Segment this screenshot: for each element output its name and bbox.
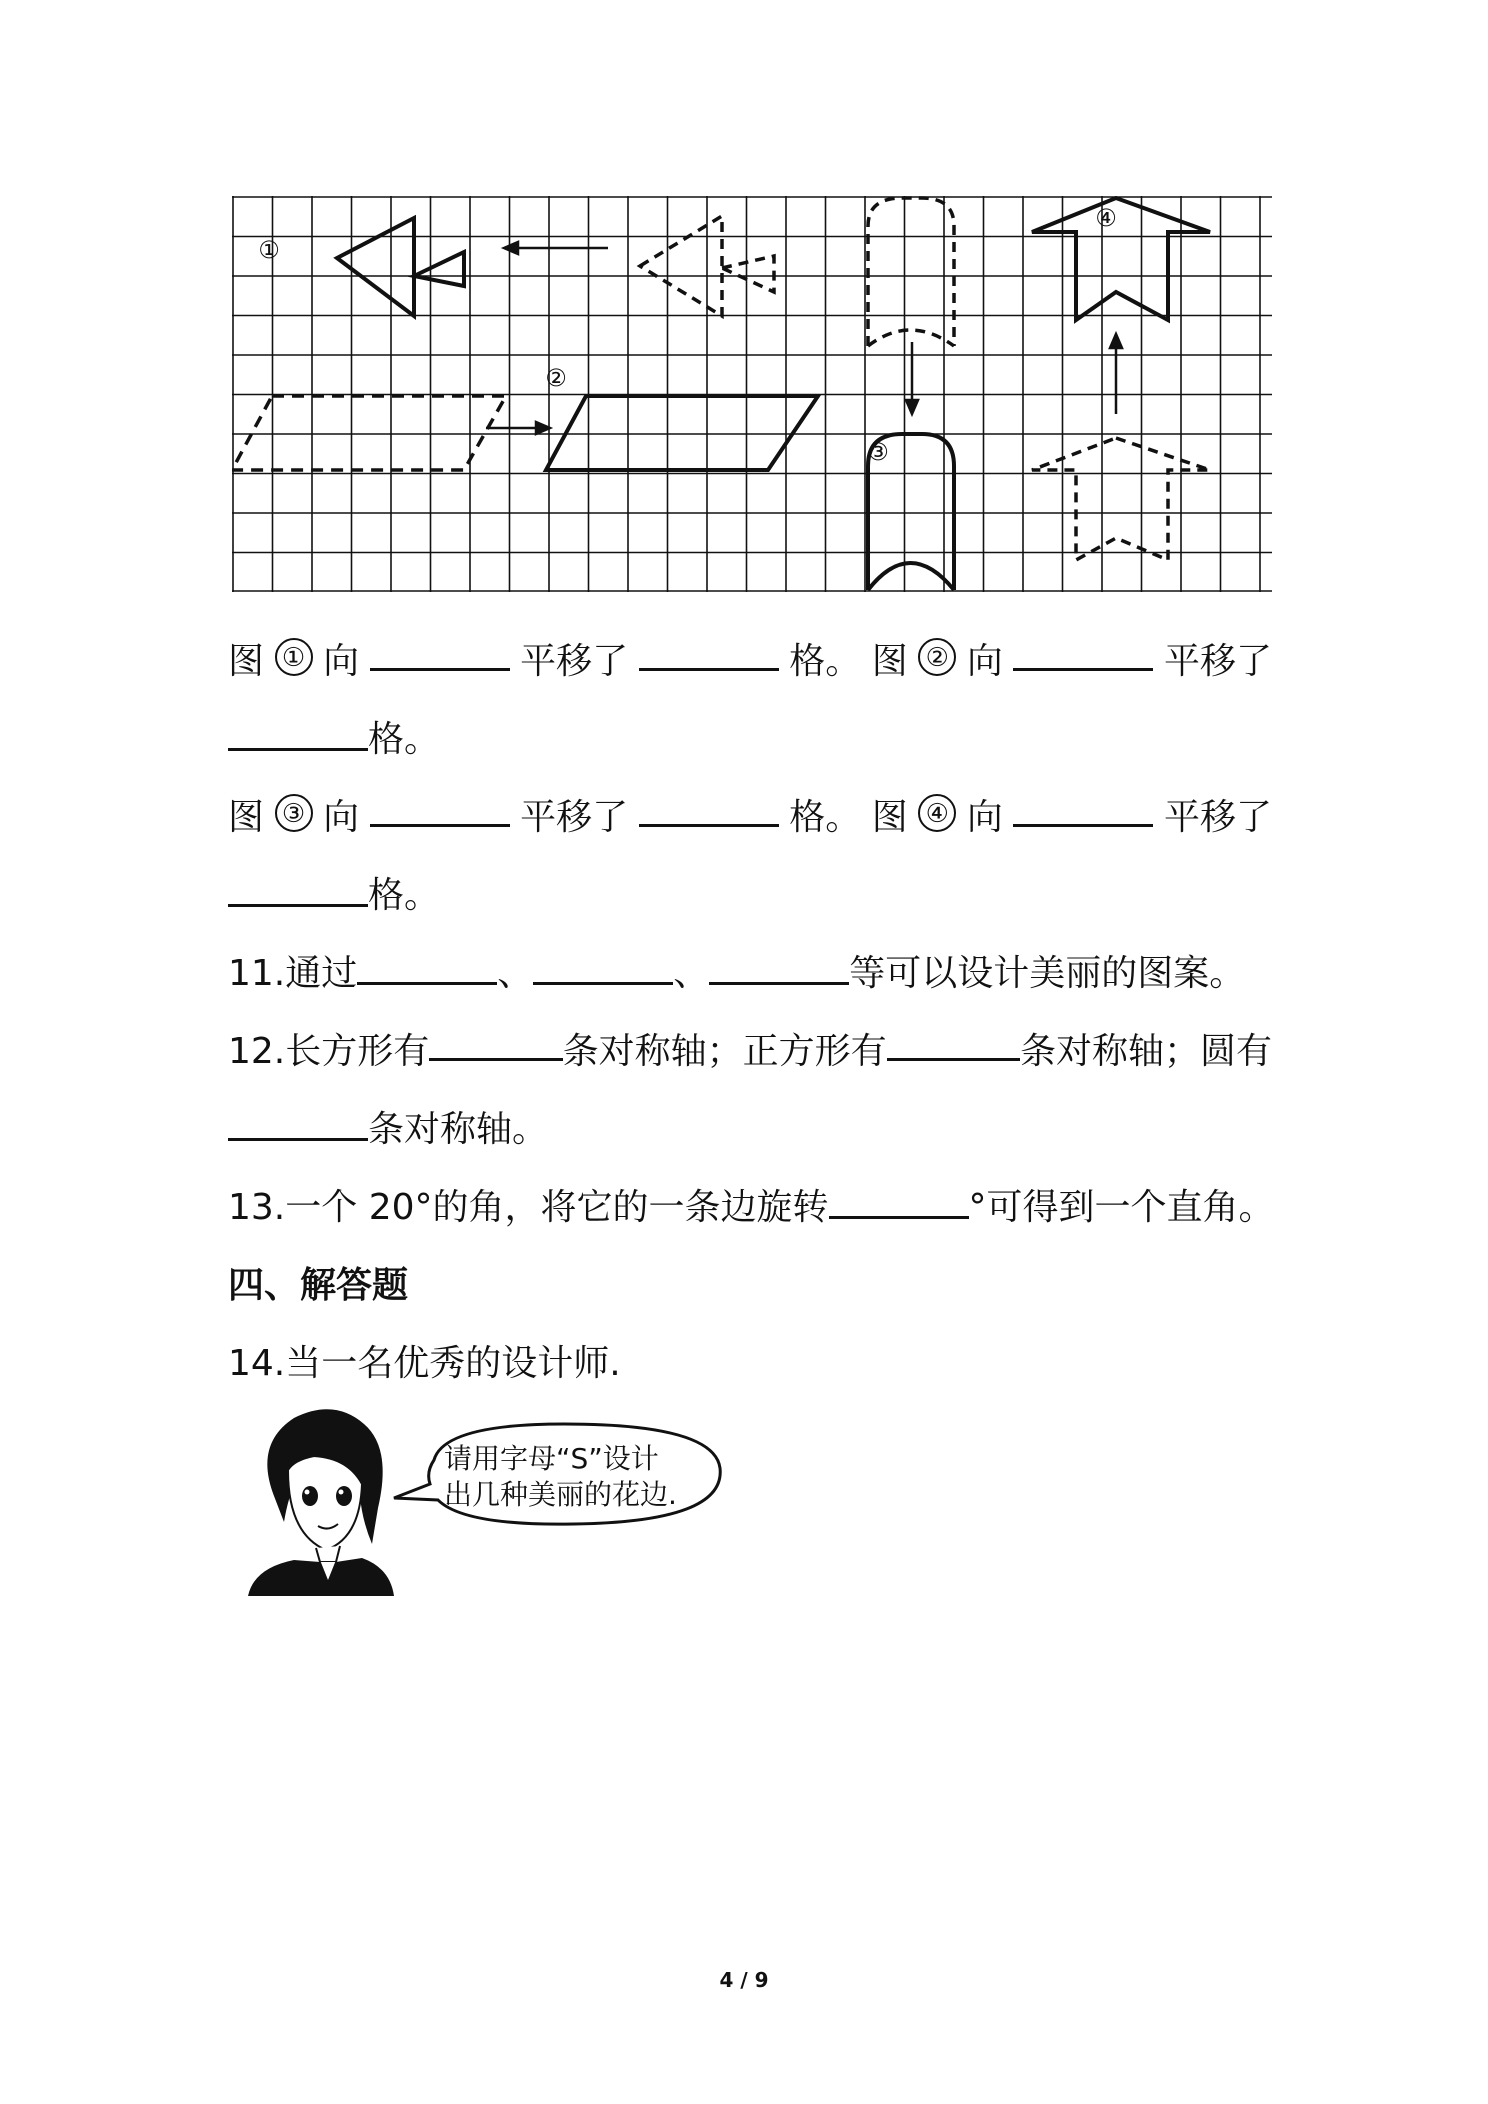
- bubble-text-line-2: 出几种美丽的花边.: [444, 1478, 677, 1511]
- figure-4-solid: [1032, 198, 1210, 320]
- section-title: 四、解答题: [228, 1265, 409, 1306]
- blank-direction-1[interactable]: [370, 638, 510, 671]
- blank-method-3[interactable]: [709, 952, 849, 985]
- figure-3-label: ③: [867, 438, 889, 466]
- q12-line-1: 12.长方形有 条对称轴；正方形有 条对称轴；圆有: [228, 1028, 1272, 1076]
- figure-4-label: ④: [1095, 204, 1117, 232]
- blank-method-1[interactable]: [357, 952, 497, 985]
- figure-1-ref: ①: [275, 638, 313, 676]
- arrow-left: [504, 242, 608, 254]
- figure-3-ref: ③: [275, 794, 313, 832]
- blank-steps-1[interactable]: [639, 638, 779, 671]
- figure-2-ref: ②: [918, 638, 956, 676]
- girl-drawing: [248, 1409, 394, 1596]
- q10-line-1: 图 ① 向 平移了 格。 图 ② 向 平移了: [228, 638, 1272, 686]
- figure-2-solid: [546, 396, 818, 470]
- q10-line-3: 图 ③ 向 平移了 格。 图 ④ 向 平移了: [228, 794, 1272, 842]
- blank-direction-4[interactable]: [1013, 794, 1153, 827]
- blank-steps-4[interactable]: [228, 874, 368, 907]
- bubble-text-line-1: 请用字母“S”设计: [444, 1442, 659, 1475]
- blank-square-axes[interactable]: [887, 1028, 1020, 1061]
- q11: 11.通过 、 、 等可以设计美丽的图案。: [228, 953, 1246, 994]
- blank-rectangle-axes[interactable]: [429, 1028, 562, 1061]
- q12-line-2: 条对称轴。: [228, 1106, 1272, 1154]
- blank-circle-axes[interactable]: [228, 1108, 368, 1141]
- figure-1-label: ①: [258, 236, 280, 264]
- figure-4-dashed: [1032, 438, 1210, 560]
- blank-method-2[interactable]: [533, 952, 673, 985]
- q13: 13.一个 20°的角，将它的一条边旋转 °可得到一个直角。: [228, 1187, 1275, 1228]
- figure-3-dashed: [868, 198, 954, 346]
- arrow-up: [1110, 334, 1122, 414]
- blank-direction-3[interactable]: [370, 794, 510, 827]
- blank-rotation-degrees[interactable]: [829, 1186, 969, 1219]
- q14: 14.当一名优秀的设计师.: [228, 1343, 621, 1384]
- figure-4-ref: ④: [918, 794, 956, 832]
- figure-2-label: ②: [545, 364, 567, 392]
- girl-speech-bubble-illustration: [244, 1404, 734, 1596]
- blank-direction-2[interactable]: [1013, 638, 1153, 671]
- arrow-right: [486, 422, 550, 434]
- blank-steps-2[interactable]: [228, 718, 368, 751]
- blank-steps-3[interactable]: [639, 794, 779, 827]
- figure-1-solid: [337, 218, 464, 316]
- arrow-down: [906, 342, 918, 414]
- q10-line-2: 格。: [228, 716, 1272, 764]
- translation-grid-figure: [232, 196, 1272, 592]
- q10-line-4: 格。: [228, 872, 1272, 920]
- page-number: 4 / 9: [719, 1968, 769, 1992]
